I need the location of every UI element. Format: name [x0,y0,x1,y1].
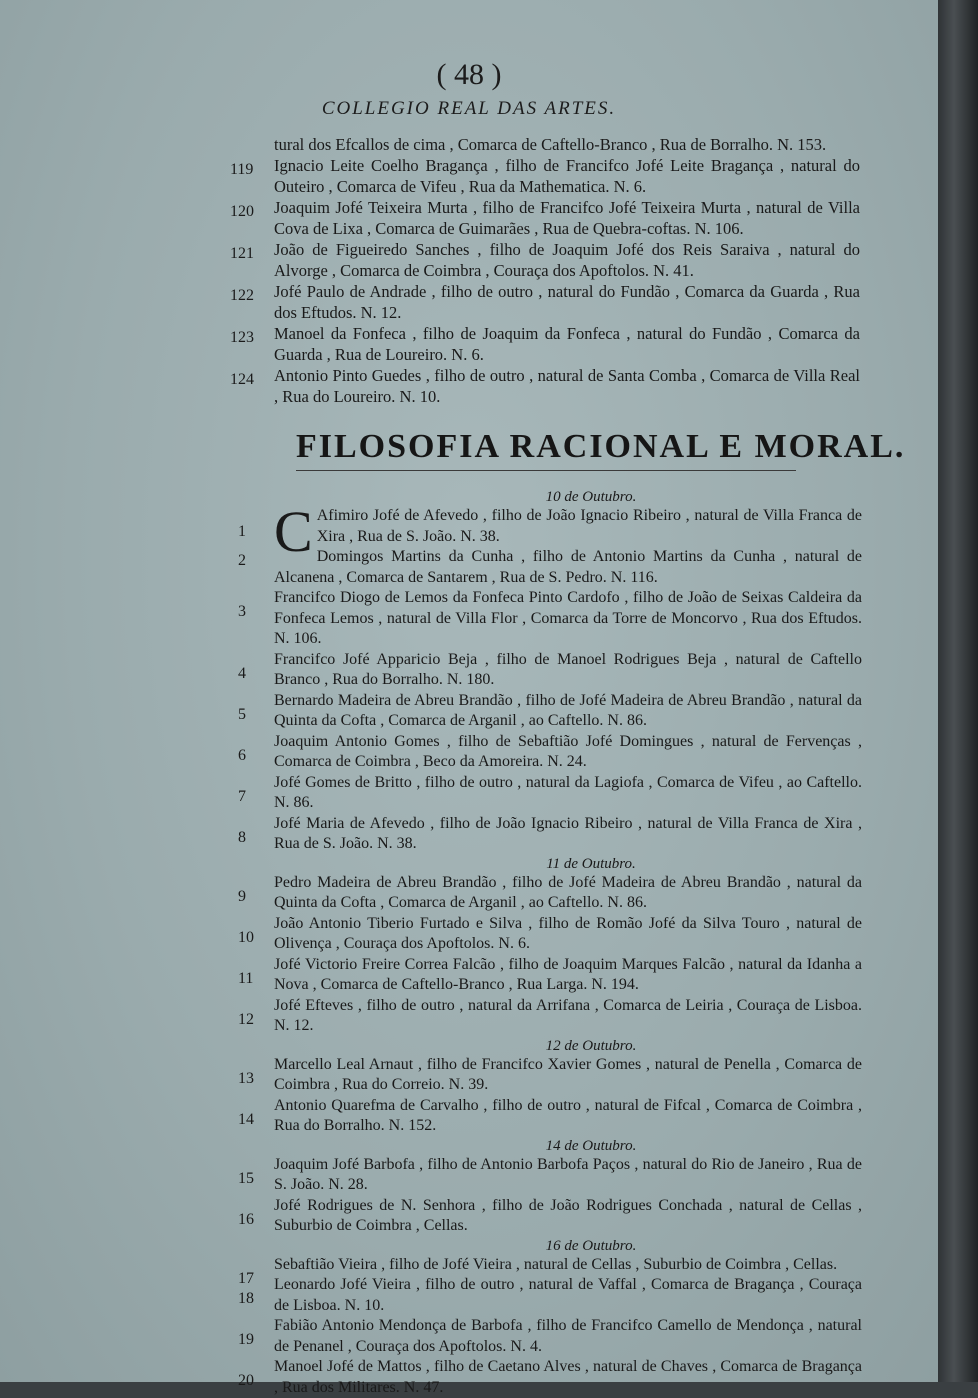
entry-text: Domingos Martins da Cunha , filho de Antonio Martins da Cunha , natural de Alcanena , Comarca de Santarem , Rua de S. Pedro. N. 116. [274,548,862,586]
date-heading: 14 de Outubro. [545,1137,637,1154]
list-item [230,1055,862,1096]
page-number: ( 48 ) [436,58,502,91]
list-item [230,365,860,407]
list-item [230,1155,862,1196]
entry-number: 121 [230,245,254,262]
entry-number: 4 [238,664,246,682]
list-item [230,134,860,155]
entry-number: 124 [230,371,254,388]
list-item [230,547,862,588]
entry-number: 18 [238,1290,254,1307]
date-heading: 10 de Outubro. [545,489,637,505]
entry-number: 1 [238,523,246,540]
list-item [230,814,862,855]
drop-cap: C [274,499,313,564]
entries-list-section [230,488,862,1398]
entry-text: Ignacio Leite Coelho Bragança , filho de Francifco Jofé Leite Bragança , natural do Outeiro , Comarca de Vifeu , Rua da Mathematica. N. 6. [274,156,860,196]
entry-number: 7 [238,787,246,805]
entry-number: 17 [238,1269,254,1287]
list-item [230,1196,862,1237]
entry-number: 14 [238,1110,254,1128]
book-spine-edge [938,0,978,1382]
entry-text: João Antonio Tiberio Furtado e Silva , filho de Romão Jofé da Silva Touro , natural de Olivença , Couraça dos Apoftolos. N. 6. [274,914,862,952]
entry-text: Sebaftião Vieira , filho de Jofé Vieira , natural de Cellas , Suburbio de Coimbra , Cellas. [274,1255,838,1273]
entry-number: 12 [238,1010,254,1028]
entry-number: 10 [238,928,254,946]
entry-text: Leonardo Jofé Vieira , filho de outro , natural de Vaffal , Comarca de Bragança , Couraça de Lisboa. N. 10. [274,1276,862,1314]
entry-text: Jofé Efteves , filho de outro , natural da Arrifana , Comarca de Leiria , Couraça de Lisboa. N. 12. [274,996,862,1034]
list-item [230,1275,862,1316]
entry-text: Bernardo Madeira de Abreu Brandão , filho de Jofé Madeira de Abreu Brandão , natural da Quinta da Cofta , Comarca de Arganil , ao Caftello. N. 86. [274,691,862,729]
entries-list-top [230,132,860,407]
list-item [230,1357,862,1398]
date-heading: 16 de Outubro. [545,1237,637,1254]
list-item [230,499,862,564]
list-item [230,239,860,281]
entry-text: Joaquim Jofé Barbofa , filho de Antonio Barbofa Paços , natural do Rio de Janeiro , Rua de S. João. N. 28. [274,1155,862,1193]
list-item [230,996,862,1037]
entry-text: Joaquim Antonio Gomes , filho de Sebaftião Jofé Domingues , natural de Fervenças , Comarca de Coimbra , Beco da Amoreira. N. 24. [274,732,862,770]
entry-number: 119 [230,161,254,178]
entry-number: 16 [238,1210,254,1228]
list-item [230,873,862,914]
list-item [230,1316,862,1357]
entry-number: 2 [238,552,246,569]
section-title: FILOSOFIA RACIONAL E MORAL. [296,428,906,465]
entry-text: Antonio Pinto Guedes , filho de outro , natural de Santa Comba , Comarca de Villa Real , Rua do Loureiro. N. 10. [274,366,860,406]
entry-number: 120 [230,203,254,220]
entry-text: Fabião Antonio Mendonça de Barbofa , filho de Francifco Camello de Mendonça , natural de Penanel , Couraça dos Apoftolos. N. 4. [274,1317,862,1355]
date-heading: 12 de Outubro. [545,1037,637,1054]
entry-text: Jofé Rodrigues de N. Senhora , filho de João Rodrigues Conchada , natural de Cellas , Suburbio de Coimbra , Cellas. [274,1196,862,1234]
entry-number: 122 [230,287,254,304]
entry-text: Jofé Maria de Afevedo , filho de João Ignacio Ribeiro , natural de Villa Franca de Xira , Rua de S. João. N. 38. [274,814,862,852]
entry-text: João de Figueiredo Sanches , filho de Joaquim Jofé dos Reis Saraiva , natural do Alvorge , Comarca de Coimbra , Couraça dos Apoftolos. N. 41. [274,240,860,280]
entry-number: 5 [238,705,246,723]
list-item [230,650,862,691]
entry-text: Francifco Diogo de Lemos da Fonfeca Pinto Cardofo , filho de João de Seixas Caldeira da Fonfeca Lemos , natural de Villa Flor , Comarca da Torre de Moncorvo , Rua dos Eftudos. N. 106. [274,589,862,647]
entry-text: Antonio Quarefma de Carvalho , filho de outro , natural de Fifcal , Comarca de Coimbra , Rua do Borralho. N. 152. [274,1096,862,1134]
entry-text: tural dos Efcallos de cima , Comarca de Caftello-Branco , Rua de Borralho. N. 153. [274,135,827,154]
entry-text: Francifco Jofé Apparicio Beja , filho de Manoel Rodrigues Beja , natural de Caftello Branco , Rua do Borralho. N. 180. [274,650,862,688]
list-item [230,1255,862,1287]
entry-number: 9 [238,887,246,905]
list-item [230,914,862,955]
entry-number: 13 [238,1069,254,1087]
entry-text: Manoel da Fonfeca , filho de Joaquim da Fonfeca , natural do Fundão , Comarca da Guarda , Rua de Loureiro. N. 6. [274,324,860,364]
entry-text: Jofé Paulo de Andrade , filho de outro , natural do Fundão , Comarca da Guarda , Rua dos Eftudos. N. 12. [274,282,860,322]
list-item [230,955,862,996]
entry-number: 19 [238,1331,254,1348]
entry-number: 6 [238,746,246,764]
list-item [230,588,862,650]
section-divider [296,470,796,471]
entry-text: Manoel Jofé de Mattos , filho de Caetano Alves , natural de Chaves , Comarca de Bragança , Rua dos Militares. N. 47. [274,1358,862,1396]
list-item [230,323,860,365]
list-item [230,155,860,197]
entry-text: Pedro Madeira de Abreu Brandão , filho de Jofé Madeira de Abreu Brandão , natural da Quinta da Cofta , Comarca de Arganil , ao Caftello. N. 86. [274,873,862,911]
entry-text: Jofé Gomes de Britto , filho de outro , natural da Lagiofa , Comarca de Vifeu , ao Caftello. N. 86. [274,773,862,811]
entry-number: 8 [238,828,246,846]
entry-text: Marcello Leal Arnaut , filho de Francifco Xavier Gomes , natural de Penella , Comarca de Coimbra , Rua do Correio. N. 39. [274,1055,862,1093]
entry-number: 123 [230,329,254,346]
list-item [230,281,860,323]
entry-number: 20 [238,1372,254,1389]
list-item [230,197,860,239]
list-item [230,691,862,732]
list-item [230,773,862,814]
entry-text: Afimiro Jofé de Afevedo , filho de João Ignacio Ribeiro , natural de Villa Franca de Xira , Rua de S. João. N. 38. [316,507,862,545]
date-heading: 11 de Outubro. [546,855,636,872]
list-item [230,1096,862,1137]
entry-text: Jofé Victorio Freire Correa Falcão , filho de Joaquim Marques Falcão , natural da Idanha a Nova , Comarca de Caftello-Branco , Rua Larga. N. 194. [274,955,862,993]
entry-number: 11 [238,969,254,987]
entry-number: 3 [238,603,246,620]
list-item [230,732,862,773]
running-header: COLLEGIO REAL DAS ARTES. [321,98,617,119]
entry-number: 15 [238,1169,254,1187]
entry-text: Joaquim Jofé Teixeira Murta , filho de Francifco Jofé Teixeira Murta , natural de Villa Cova de Lixa , Comarca de Guimarães , Rua de Quebra-coftas. N. 106. [274,198,860,238]
